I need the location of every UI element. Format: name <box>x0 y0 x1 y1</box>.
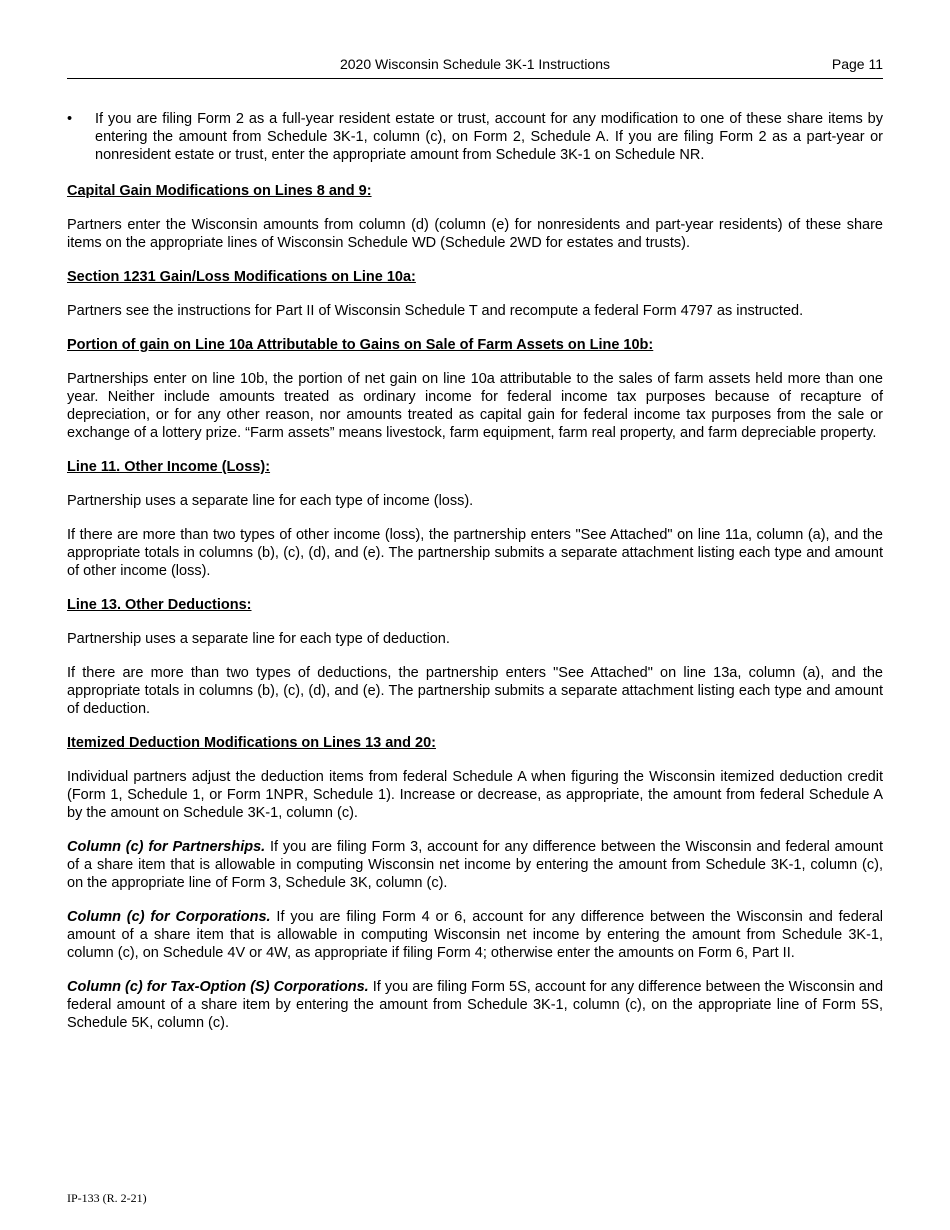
bullet-text: If you are filing Form 2 as a full-year resident estate or trust, account for any modification to one of these share items by entering the amount from Schedule 3K-1, column (c), on Form 2, Schedule A. If you are filing Form 2 as a part-year or nonresident estate or trust, enter the appropriate amount from Schedule 3K-1 on Schedule NR. <box>95 111 883 163</box>
list-item <box>67 110 883 164</box>
paragraph-line-13-a: Partnership uses a separate line for each type of deduction. <box>67 631 450 647</box>
corporations-text: If you are filing Form 4 or 6, account for any difference between the Wisconsin and federal amount of a share item that is allowable in computing Wisconsin net income by entering the amount from Schedule 3K-1, column (c), on Schedule 4V or 4W, as appropriate if filing Form 4; otherwise enter the amounts on Form 6, Part II. <box>67 909 883 961</box>
paragraph-farm-assets: Partnerships enter on line 10b, the portion of net gain on line 10a attributable to the sales of farm assets held more than one year. Neither include amounts treated as ordinary income for federal income tax purposes because of recapture of depreciation, or for any other reason, nor amounts treated as capital gain for federal income tax purposes from the sale or exchange of a lottery prize. “Farm assets” means livestock, farm equipment, farm real property, and farm depreciable property. <box>67 371 883 441</box>
paragraph-section-1231: Partners see the instructions for Part II of Wisconsin Schedule T and recompute a federal Form 4797 as instructed. <box>67 303 804 319</box>
paragraph-capital-gain: Partners enter the Wisconsin amounts from column (d) (column (e) for nonresidents and part-year residents) of these share items on the appropriate lines of Wisconsin Schedule WD (Schedule 2WD for estates and trusts). <box>67 217 883 251</box>
partnerships-text: If you are filing Form 3, account for any difference between the Wisconsin and federal amount of a share item that is allowable in computing Wisconsin net income by entering the amount from Schedule 3K-1, column (c), on the appropriate line of Form 3, Schedule 3K, column (c). <box>67 839 883 891</box>
corporations-lead: Column (c) for Corporations. <box>67 909 271 925</box>
heading-itemized-deductions: Itemized Deduction Modifications on Lines 13 and 20: <box>67 735 436 751</box>
s-corp-lead: Column (c) for Tax-Option (S) Corporations. <box>67 979 369 995</box>
heading-section-1231: Section 1231 Gain/Loss Modifications on Line 10a: <box>67 269 416 285</box>
paragraph-itemized-intro: Individual partners adjust the deduction items from federal Schedule A when figuring the Wisconsin itemized deduction credit (Form 1, Schedule 1, or Form 1NPR, Schedule 1). Increase or decrease, as appropriate, the amount from federal Schedule A by the amount on Schedule 3K-1, column (c). <box>67 769 883 821</box>
document-title: 2020 Wisconsin Schedule 3K-1 Instructions <box>339 56 611 72</box>
partnerships-lead: Column (c) for Partnerships. <box>67 839 266 855</box>
page-header <box>67 53 883 79</box>
paragraph-corporations <box>67 908 883 962</box>
heading-capital-gain: Capital Gain Modifications on Lines 8 and 9: <box>67 183 372 199</box>
bullet-icon: • <box>67 111 73 127</box>
paragraph-line-11-a: Partnership uses a separate line for each type of income (loss). <box>67 493 474 509</box>
document-body <box>67 110 883 1048</box>
paragraph-s-corporations <box>67 978 883 1032</box>
form-identifier: IP-133 (R. 2-21) <box>67 1191 147 1205</box>
paragraph-line-11-b: If there are more than two types of other income (loss), the partnership enters "See Attached" on line 11a, column (a), and the appropriate totals in columns (b), (c), (d), and (e). The partnership submits a separate attachment listing each type and amount of other income (loss). <box>67 527 883 579</box>
paragraph-partnerships <box>67 838 883 892</box>
s-corp-text: If you are filing Form 5S, account for any difference between the Wisconsin and federal amount of a share item by entering the amount from Schedule 3K-1, column (c), on the appropriate line of Form 5S, Schedule 5K, column (c). <box>67 979 884 1031</box>
paragraph-line-13-b: If there are more than two types of deductions, the partnership enters "See Attached" on line 13a, column (a), and the appropriate totals in columns (b), (c), (d), and (e). The partnership submits a separate attachment listing each type and amount of deduction. <box>67 665 883 717</box>
heading-farm-assets: Portion of gain on Line 10a Attributable to Gains on Sale of Farm Assets on Line 10b: <box>67 337 654 353</box>
page-number: Page 11 <box>831 56 883 72</box>
heading-line-11: Line 11. Other Income (Loss): <box>67 459 271 475</box>
heading-line-13: Line 13. Other Deductions: <box>67 597 252 613</box>
